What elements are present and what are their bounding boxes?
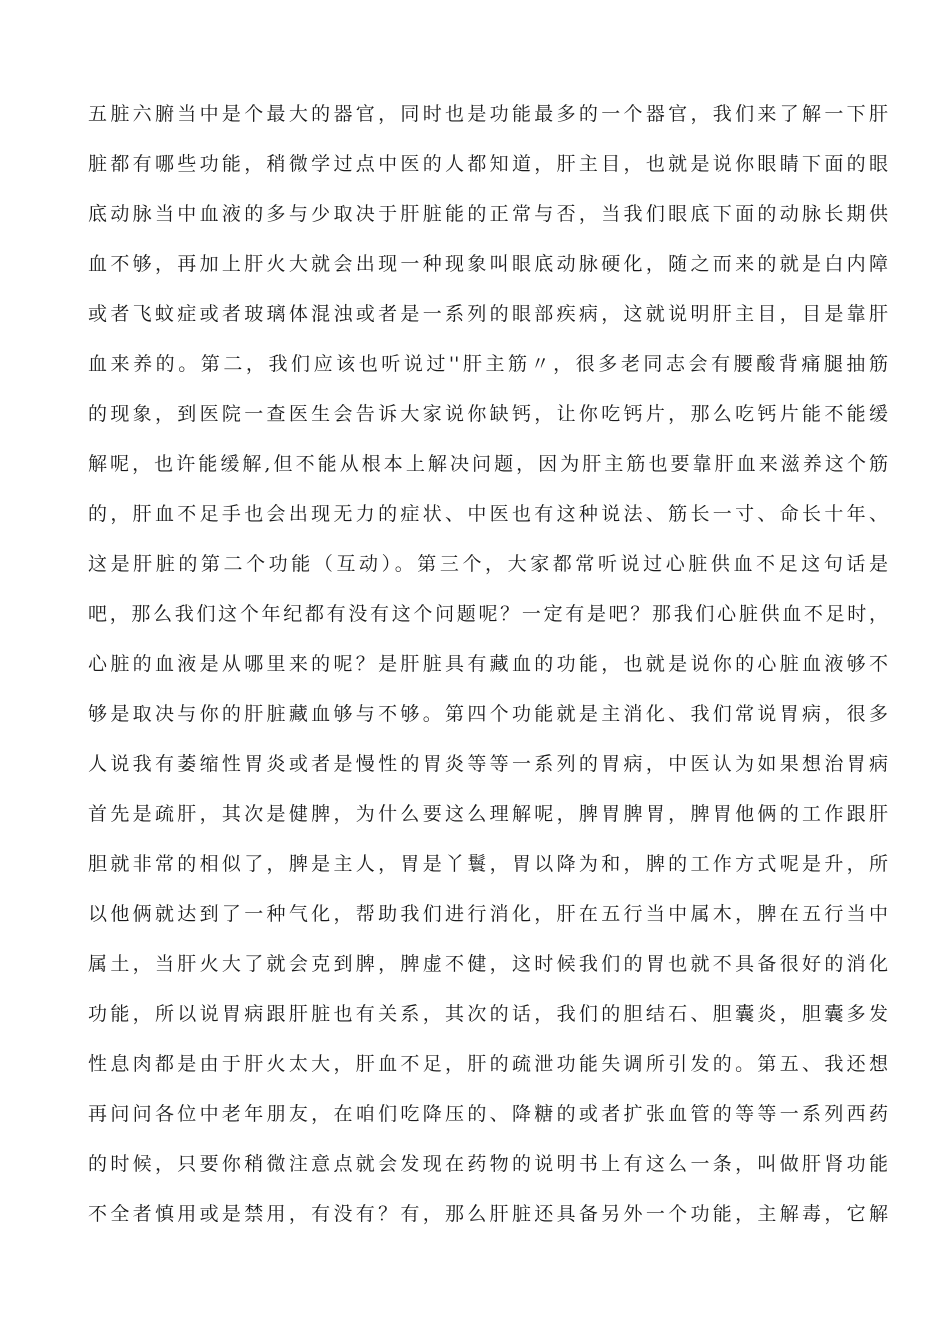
text-line: 的，肝血不足手也会出现无力的症状、中医也有这种说法、筋长一寸、命长十年、 (88, 503, 888, 525)
text-line: 解呢，也许能缓解,但不能从根本上解决问题，因为肝主筋也要靠肝血来滋养这个筋 (88, 453, 888, 475)
text-line: 再问问各位中老年朋友，在咱们吃降压的、降糖的或者扩张血管的等等一系列西药 (88, 1103, 888, 1125)
text-line: 功能，所以说胃病跟肝脏也有关系，其次的话，我们的胆结石、胆囊炎，胆囊多发 (88, 1003, 888, 1025)
text-line: 底动脉当中血液的多与少取决于肝脏能的正常与否，当我们眼底下面的动脉长期供 (88, 203, 888, 225)
text-line: 的时候，只要你稍微注意点就会发现在药物的说明书上有这么一条，叫做肝肾功能 (88, 1153, 888, 1175)
text-line: 性息肉都是由于肝火太大，肝血不足，肝的疏泄功能失调所引发的。第五、我还想 (88, 1053, 888, 1075)
text-line: 的现象，到医院一查医生会告诉大家说你缺钙，让你吃钙片，那么吃钙片能不能缓 (88, 403, 888, 425)
text-line: 血不够，再加上肝火大就会出现一种现象叫眼底动脉硬化，随之而来的就是白内障 (88, 253, 888, 275)
text-line: 不全者慎用或是禁用，有没有？有，那么肝脏还具备另外一个功能，主解毒，它解 (88, 1203, 888, 1225)
text-line: 吧，那么我们这个年纪都有没有这个问题呢？一定有是吧？那我们心脏供血不足时， (88, 603, 888, 625)
text-line: 血来养的。第二，我们应该也听说过''肝主筋〃，很多老同志会有腰酸背痛腿抽筋 (88, 353, 888, 375)
text-line: 脏都有哪些功能，稍微学过点中医的人都知道，肝主目，也就是说你眼睛下面的眼 (88, 153, 888, 175)
text-line: 胆就非常的相似了，脾是主人，胃是丫鬟，胃以降为和，脾的工作方式呢是升，所 (88, 853, 888, 875)
text-line: 五脏六腑当中是个最大的器官，同时也是功能最多的一个器官，我们来了解一下肝 (88, 103, 888, 125)
text-line: 心脏的血液是从哪里来的呢？是肝脏具有藏血的功能，也就是说你的心脏血液够不 (88, 653, 888, 675)
text-line: 属土，当肝火大了就会克到脾，脾虚不健，这时候我们的胃也就不具备很好的消化 (88, 953, 888, 975)
text-line: 人说我有萎缩性胃炎或者是慢性的胃炎等等一系列的胃病，中医认为如果想治胃病 (88, 753, 888, 775)
text-line: 或者飞蚊症或者玻璃体混浊或者是一系列的眼部疾病，这就说明肝主目，目是靠肝 (88, 303, 888, 325)
text-line: 这是肝脏的第二个功能（互动）。第三个，大家都常听说过心脏供血不足这句话是 (88, 553, 888, 575)
text-line: 首先是疏肝，其次是健脾，为什么要这么理解呢，脾胃脾胃，脾胃他俩的工作跟肝 (88, 803, 888, 825)
text-line: 以他俩就达到了一种气化，帮助我们进行消化，肝在五行当中属木，脾在五行当中 (88, 903, 888, 925)
body-text (88, 96, 888, 1246)
text-line: 够是取决与你的肝脏藏血够与不够。第四个功能就是主消化、我们常说胃病，很多 (88, 703, 888, 725)
